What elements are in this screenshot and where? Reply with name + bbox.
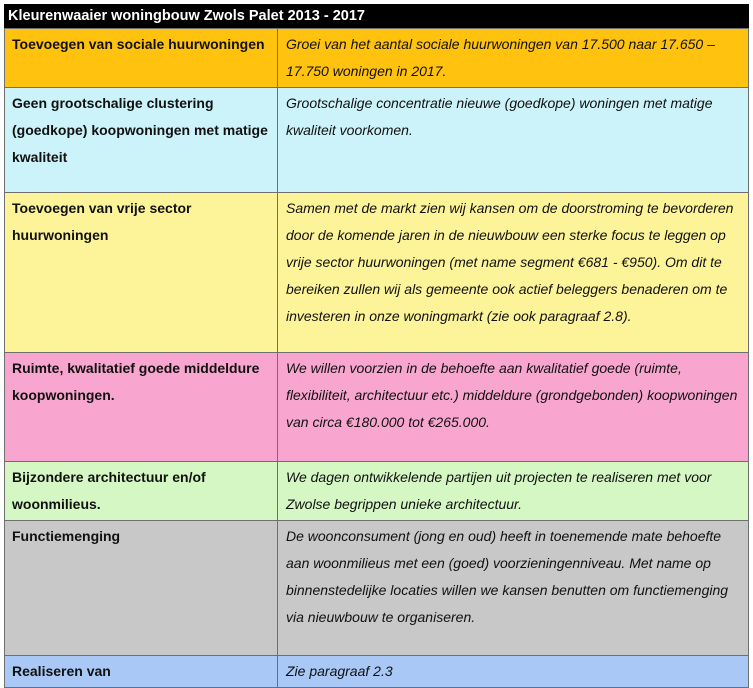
row-label: Ruimte, kwalitatief goede middeldure koopwoningen. [5,353,278,462]
row-label: Toevoegen van sociale huurwoningen [5,29,278,88]
table-title: Kleurenwaaier woningbouw Zwols Palet 2013 - 2017 [4,4,749,28]
table-row [5,88,749,193]
table-row [5,656,749,688]
table-row [5,29,749,88]
row-label: Realiseren van [5,656,278,688]
row-description: Zie paragraaf 2.3 [278,656,749,688]
row-description: We willen voorzien in de behoefte aan kwalitatief goede (ruimte, flexibiliteit, architectuur etc.) middeldure (grondgebonden) koopwoningen van circa €180.000 tot €265.000. [278,353,749,462]
row-label: Toevoegen van vrije sector huurwoningen [5,193,278,353]
color-palette-table [4,28,749,688]
row-description: We dagen ontwikkelende partijen uit projecten te realiseren met voor Zwolse begrippen unieke architectuur. [278,462,749,521]
row-description: Groei van het aantal sociale huurwoningen van 17.500 naar 17.650 – 17.750 woningen in 2017. [278,29,749,88]
row-description: De woonconsument (jong en oud) heeft in toenemende mate behoefte aan woonmilieus met een (goed) voorzieningenniveau. Met name op binnenstedelijke locaties willen we kansen benutten om functiemenging via nieuwbouw te organiseren. [278,521,749,656]
row-description: Samen met de markt zien wij kansen om de doorstroming te bevorderen door de komende jaren in de nieuwbouw een sterke focus te leggen op vrije sector huurwoningen (met name segment €681 - €950). Om dit te bereiken zullen wij als gemeente ook actief beleggers benaderen om te investeren in onze woningmarkt (zie ook paragraaf 2.8). [278,193,749,353]
table-row [5,462,749,521]
row-label: Geen grootschalige clustering (goedkope) koopwoningen met matige kwaliteit [5,88,278,193]
table-row [5,353,749,462]
row-description: Grootschalige concentratie nieuwe (goedkope) woningen met matige kwaliteit voorkomen. [278,88,749,193]
row-label: Functiemenging [5,521,278,656]
row-label: Bijzondere architectuur en/of woonmilieus. [5,462,278,521]
table-row [5,521,749,656]
table-row [5,193,749,353]
